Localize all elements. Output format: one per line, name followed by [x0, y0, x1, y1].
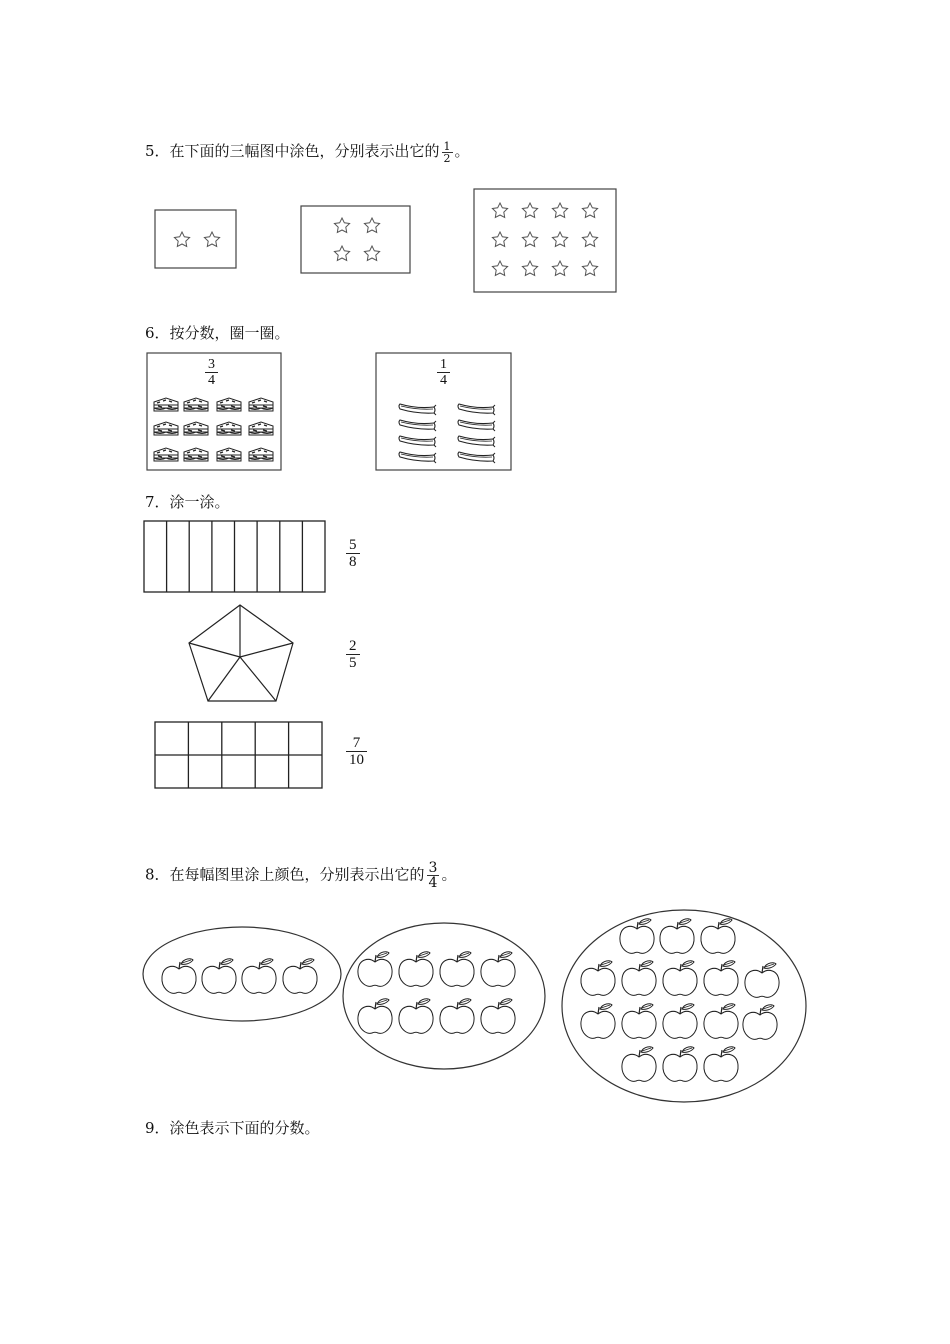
fraction-three-quarters: $\frac{3}{4}$	[428, 860, 438, 891]
apple-icon	[399, 952, 433, 987]
apple-icon	[399, 999, 433, 1034]
question-6-text: 6．按分数，圈一圈。	[145, 324, 290, 342]
fraction-five-eighths: 5 8	[346, 537, 360, 570]
apple-icon	[242, 959, 276, 994]
apple-icon	[440, 952, 474, 987]
question-5: 5．在下面的三幅图中涂色，分别表示出它的 $\frac{1}{2}$ 。	[145, 139, 470, 165]
apple-icon	[358, 999, 392, 1034]
sausage-fraction: 1 4	[437, 357, 450, 388]
apple-icon	[704, 961, 738, 996]
apple-icon	[358, 952, 392, 987]
apple-icon	[663, 961, 697, 996]
apple-icon	[202, 959, 236, 994]
apple-icon	[622, 1047, 656, 1082]
apple-icon	[440, 999, 474, 1034]
fraction-one-half: $\frac{1}{2}$	[443, 139, 451, 165]
apple-icon	[162, 959, 196, 994]
question-5-text: 5．在下面的三幅图中涂色，分别表示出它的	[145, 142, 440, 160]
apple-icon	[620, 919, 654, 954]
apple-icon	[701, 919, 735, 954]
apple-icon	[481, 952, 515, 987]
apple-icon	[622, 961, 656, 996]
question-9	[145, 1117, 320, 1138]
apple-oval-16[interactable]	[562, 910, 806, 1102]
apple-icon	[704, 1047, 738, 1082]
question-7-text: 7．涂一涂。	[145, 493, 230, 511]
apple-icon	[581, 1004, 615, 1039]
apple-icon	[660, 919, 694, 954]
apple-icon	[745, 963, 779, 998]
apple-icon	[663, 1047, 697, 1082]
apple-icon	[704, 1004, 738, 1039]
fraction-two-fifths: 2 5	[346, 638, 360, 671]
apple-icon	[283, 959, 317, 994]
question-8: 8．在每幅图里涂上颜色，分别表示出它的 $\frac{3}{4}$ 。	[145, 860, 457, 891]
apple-icon	[481, 999, 515, 1034]
apple-icon	[622, 1004, 656, 1039]
apple-icon	[581, 961, 615, 996]
apple-oval-8[interactable]	[343, 923, 545, 1069]
question-9-text: 9．涂色表示下面的分数。	[145, 1119, 320, 1137]
question-8-text: 8．在每幅图里涂上颜色，分别表示出它的	[145, 865, 425, 884]
fraction-seven-tenths: 7 10	[346, 735, 367, 768]
apple-oval-4[interactable]	[143, 927, 341, 1021]
apple-icon	[743, 1005, 777, 1040]
apple-icon	[663, 1004, 697, 1039]
sandwich-fraction: 3 4	[205, 357, 218, 388]
